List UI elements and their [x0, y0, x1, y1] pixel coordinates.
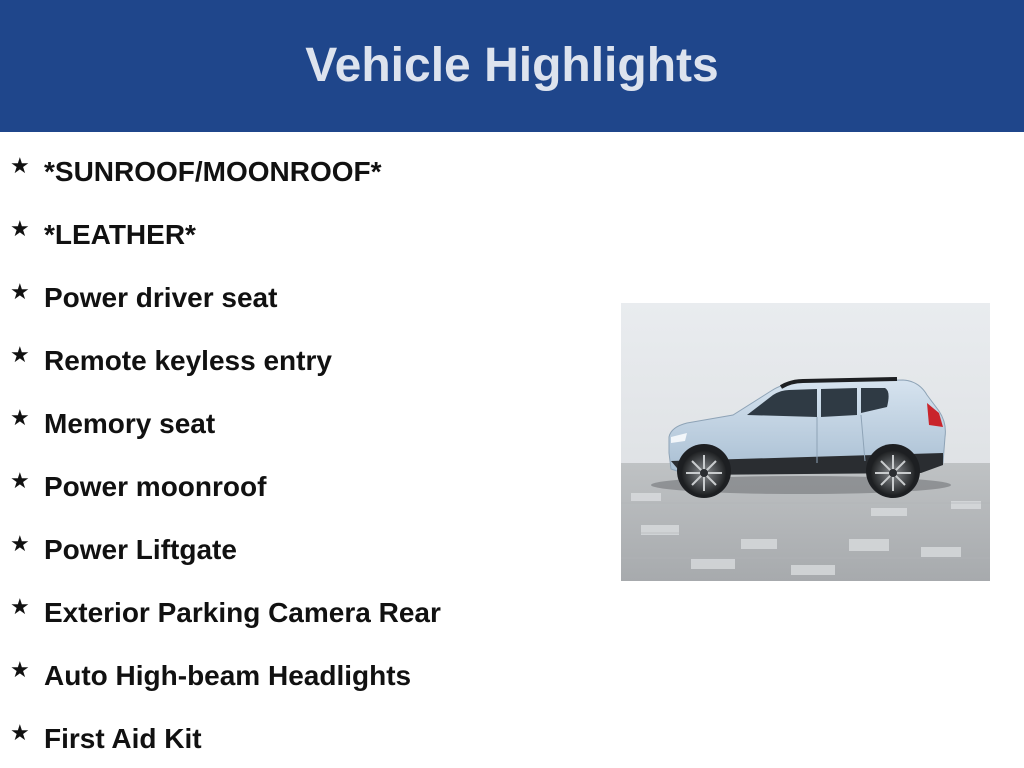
feature-item: [10, 455, 590, 518]
star-icon: ★: [10, 593, 30, 619]
feature-item: [10, 581, 590, 644]
feature-label: Exterior Parking Camera Rear: [44, 596, 441, 628]
star-icon: ★: [10, 341, 30, 367]
feature-item: [10, 707, 590, 768]
feature-label: Power Liftgate: [44, 533, 237, 565]
feature-label: Auto High-beam Headlights: [44, 659, 412, 691]
star-icon: ★: [10, 215, 30, 241]
star-icon: ★: [10, 467, 30, 493]
feature-item: [10, 518, 590, 581]
star-icon: ★: [10, 719, 30, 745]
feature-item: [10, 644, 590, 707]
header-banner: [0, 0, 1024, 132]
feature-item: [10, 266, 590, 329]
star-icon: ★: [10, 530, 30, 556]
feature-item: [10, 203, 590, 266]
feature-label: Power moonroof: [44, 470, 267, 502]
feature-label: *SUNROOF/MOONROOF*: [44, 155, 382, 187]
feature-list: [10, 140, 590, 768]
vehicle-photo: [621, 303, 990, 581]
feature-label: Remote keyless entry: [44, 344, 332, 376]
star-icon: ★: [10, 278, 30, 304]
page-title: Vehicle Highlights: [305, 38, 719, 92]
star-icon: ★: [10, 656, 30, 682]
feature-item: [10, 140, 590, 203]
star-icon: ★: [10, 404, 30, 430]
feature-label: *LEATHER*: [44, 218, 196, 250]
feature-item: [10, 392, 590, 455]
feature-label: Memory seat: [44, 407, 216, 439]
star-icon: ★: [10, 152, 30, 178]
feature-item: [10, 329, 590, 392]
feature-label: First Aid Kit: [44, 722, 202, 754]
feature-label: Power driver seat: [44, 281, 278, 313]
